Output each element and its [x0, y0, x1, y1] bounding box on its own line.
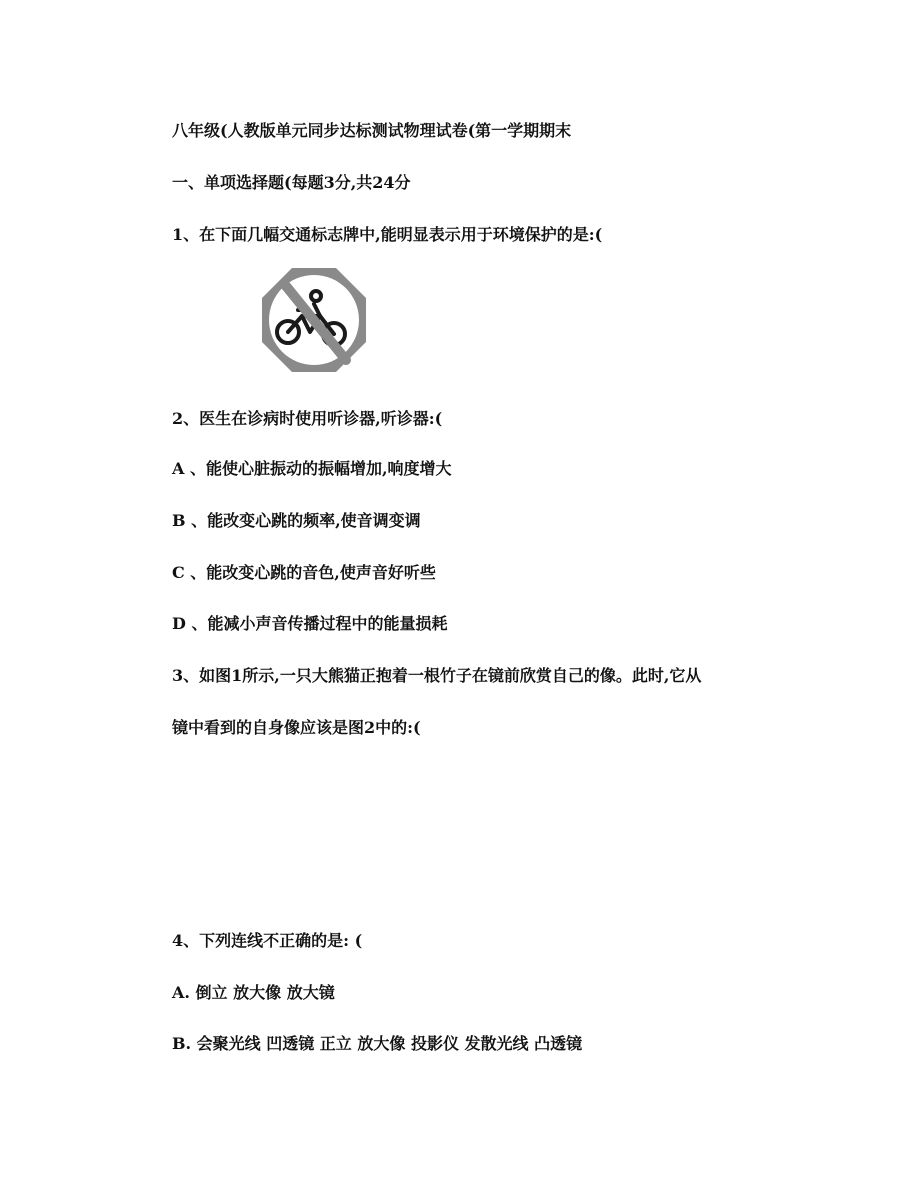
question-4-option-b: B. 会聚光线 凹透镜 正立 放大像 投影仪 发散光线 凸透镜: [172, 1034, 583, 1053]
question-3-stem-line-2: 镜中看到的自身像应该是图2中的:(: [172, 718, 421, 737]
question-2-stem: 2、医生在诊病时使用听诊器,听诊器:(: [172, 409, 443, 428]
question-3-stem-line-1: 3、如图1所示,一只大熊猫正抱着一根竹子在镜前欣赏自己的像。此时,它从: [172, 666, 702, 685]
question-2-option-a: A 、能使心脏振动的振幅增加,响度增大: [172, 459, 452, 478]
question-4-stem: 4、下列连线不正确的是: (: [172, 931, 363, 950]
question-2-option-d: D 、能减小声音传播过程中的能量损耗: [172, 614, 448, 633]
question-1-stem: 1、在下面几幅交通标志牌中,能明显表示用于环境保护的是:(: [172, 225, 603, 244]
question-2-option-c: C 、能改变心跳的音色,使声音好听些: [172, 563, 436, 582]
document-title: 八年级(人教版单元同步达标测试物理试卷(第一学期期末: [172, 121, 572, 140]
no-motorcycle-sign-icon: [258, 264, 370, 376]
question-2-option-b: B 、能改变心跳的频率,使音调变调: [172, 511, 421, 530]
section-heading: 一、单项选择题(每题3分,共24分: [172, 173, 411, 192]
question-4-option-a: A. 倒立 放大像 放大镜: [172, 983, 335, 1002]
